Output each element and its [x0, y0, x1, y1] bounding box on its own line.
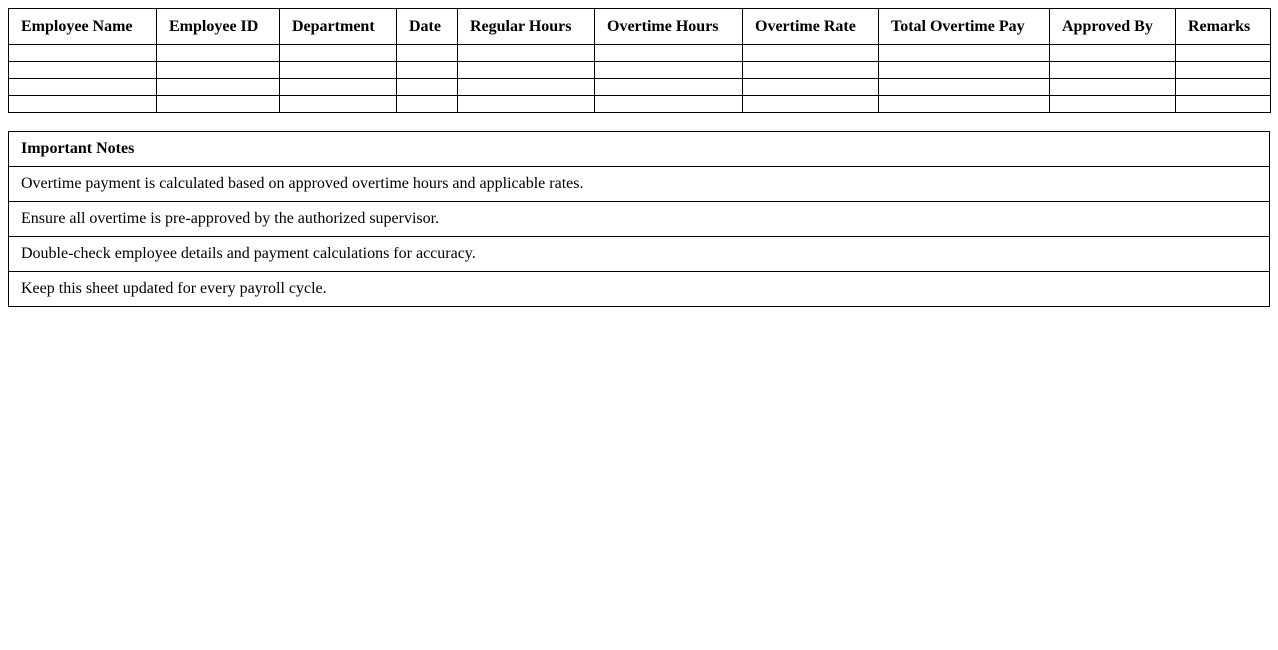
table-cell[interactable] — [743, 79, 879, 96]
table-cell[interactable] — [595, 96, 743, 113]
column-header-remarks: Remarks — [1176, 9, 1271, 45]
note-row — [9, 237, 1270, 272]
note-item: Double-check employee details and payment calculations for accuracy. — [9, 237, 1270, 272]
note-item: Ensure all overtime is pre-approved by the authorized supervisor. — [9, 202, 1270, 237]
table-cell[interactable] — [458, 45, 595, 62]
table-cell[interactable] — [280, 62, 397, 79]
table-cell[interactable] — [595, 45, 743, 62]
table-header-row — [9, 9, 1271, 45]
column-header-total-overtime-pay: Total Overtime Pay — [879, 9, 1050, 45]
table-cell[interactable] — [879, 79, 1050, 96]
column-header-approved-by: Approved By — [1050, 9, 1176, 45]
table-cell[interactable] — [879, 96, 1050, 113]
note-row — [9, 167, 1270, 202]
table-cell[interactable] — [397, 79, 458, 96]
table-cell[interactable] — [280, 96, 397, 113]
table-cell[interactable] — [1176, 79, 1271, 96]
table-cell[interactable] — [1176, 45, 1271, 62]
table-cell[interactable] — [9, 96, 157, 113]
table-cell[interactable] — [157, 62, 280, 79]
note-item: Overtime payment is calculated based on approved overtime hours and applicable rates. — [9, 167, 1270, 202]
overtime-sheet — [8, 8, 1270, 307]
column-header-employee-id: Employee ID — [157, 9, 280, 45]
note-row — [9, 202, 1270, 237]
note-item: Keep this sheet updated for every payroll cycle. — [9, 272, 1270, 307]
table-cell[interactable] — [280, 45, 397, 62]
column-header-regular-hours: Regular Hours — [458, 9, 595, 45]
table-cell[interactable] — [879, 62, 1050, 79]
overtime-table — [8, 8, 1271, 113]
notes-header-row — [9, 132, 1270, 167]
important-notes-table — [8, 131, 1270, 307]
table-cell[interactable] — [157, 79, 280, 96]
column-header-department: Department — [280, 9, 397, 45]
table-cell[interactable] — [458, 62, 595, 79]
table-cell[interactable] — [743, 45, 879, 62]
column-header-date: Date — [397, 9, 458, 45]
table-cell[interactable] — [458, 79, 595, 96]
table-cell[interactable] — [1050, 96, 1176, 113]
table-cell[interactable] — [458, 96, 595, 113]
table-cell[interactable] — [9, 79, 157, 96]
note-row — [9, 272, 1270, 307]
table-cell[interactable] — [397, 96, 458, 113]
table-cell[interactable] — [1050, 45, 1176, 62]
table-cell[interactable] — [595, 79, 743, 96]
table-row — [9, 45, 1271, 62]
table-cell[interactable] — [9, 45, 157, 62]
table-cell[interactable] — [9, 62, 157, 79]
table-row — [9, 79, 1271, 96]
table-cell[interactable] — [157, 45, 280, 62]
table-cell[interactable] — [397, 62, 458, 79]
table-cell[interactable] — [879, 45, 1050, 62]
table-row — [9, 96, 1271, 113]
table-cell[interactable] — [157, 96, 280, 113]
column-header-overtime-hours: Overtime Hours — [595, 9, 743, 45]
table-cell[interactable] — [1176, 96, 1271, 113]
table-cell[interactable] — [280, 79, 397, 96]
table-cell[interactable] — [397, 45, 458, 62]
table-cell[interactable] — [1050, 62, 1176, 79]
table-cell[interactable] — [743, 62, 879, 79]
column-header-employee-name: Employee Name — [9, 9, 157, 45]
table-cell[interactable] — [595, 62, 743, 79]
table-row — [9, 62, 1271, 79]
notes-title: Important Notes — [9, 132, 1270, 167]
table-cell[interactable] — [1176, 62, 1271, 79]
column-header-overtime-rate: Overtime Rate — [743, 9, 879, 45]
table-cell[interactable] — [743, 96, 879, 113]
table-cell[interactable] — [1050, 79, 1176, 96]
